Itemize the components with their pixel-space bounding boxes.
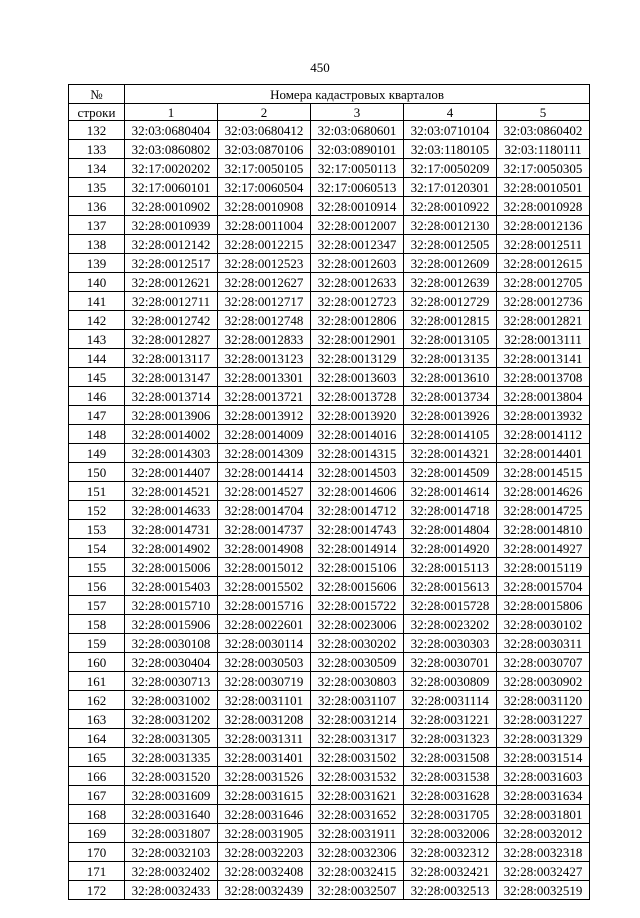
row-number-cell: 137 [69, 216, 125, 235]
row-number-cell: 152 [69, 501, 125, 520]
cadastral-number-cell: 32:28:0012833 [218, 330, 311, 349]
cadastral-number-cell: 32:28:0014002 [125, 425, 218, 444]
table-row [69, 653, 590, 672]
cadastral-number-cell: 32:28:0014743 [311, 520, 404, 539]
cadastral-number-cell: 32:28:0031107 [311, 691, 404, 710]
cadastral-number-cell: 32:28:0014414 [218, 463, 311, 482]
row-number-cell: 165 [69, 748, 125, 767]
table-row [69, 786, 590, 805]
cadastral-number-cell: 32:28:0013728 [311, 387, 404, 406]
table-row [69, 881, 590, 900]
cadastral-number-cell: 32:28:0014914 [311, 539, 404, 558]
table-row [69, 672, 590, 691]
cadastral-number-cell: 32:28:0013932 [497, 406, 590, 425]
cadastral-number-cell: 32:28:0012627 [218, 273, 311, 292]
table-row [69, 273, 590, 292]
cadastral-number-cell: 32:28:0015722 [311, 596, 404, 615]
cadastral-number-cell: 32:28:0015006 [125, 558, 218, 577]
row-number-cell: 142 [69, 311, 125, 330]
cadastral-number-cell: 32:28:0014401 [497, 444, 590, 463]
cadastral-number-cell: 32:28:0013301 [218, 368, 311, 387]
cadastral-number-cell: 32:17:0050105 [218, 159, 311, 178]
cadastral-number-cell: 32:28:0010902 [125, 197, 218, 216]
cadastral-number-cell: 32:28:0014303 [125, 444, 218, 463]
row-number-cell: 161 [69, 672, 125, 691]
row-number-cell: 147 [69, 406, 125, 425]
cadastral-number-cell: 32:28:0013141 [497, 349, 590, 368]
table-row [69, 216, 590, 235]
cadastral-number-cell: 32:28:0031628 [404, 786, 497, 805]
cadastral-number-cell: 32:03:0680412 [218, 121, 311, 140]
cadastral-number-cell: 32:28:0012609 [404, 254, 497, 273]
table-row [69, 710, 590, 729]
cadastral-number-cell: 32:28:0015106 [311, 558, 404, 577]
cadastral-number-cell: 32:28:0012517 [125, 254, 218, 273]
cadastral-number-cell: 32:28:0013906 [125, 406, 218, 425]
cadastral-number-cell: 32:28:0014515 [497, 463, 590, 482]
cadastral-number-cell: 32:28:0015716 [218, 596, 311, 615]
row-number-cell: 166 [69, 767, 125, 786]
table-row [69, 729, 590, 748]
row-number-cell: 136 [69, 197, 125, 216]
cadastral-number-cell: 32:28:0030503 [218, 653, 311, 672]
cadastral-number-cell: 32:28:0031807 [125, 824, 218, 843]
cadastral-number-cell: 32:28:0012717 [218, 292, 311, 311]
group-header: Номера кадастровых кварталов [125, 85, 590, 104]
cadastral-number-cell: 32:28:0032408 [218, 862, 311, 881]
table-row [69, 311, 590, 330]
cadastral-number-cell: 32:28:0030509 [311, 653, 404, 672]
cadastral-number-cell: 32:28:0031120 [497, 691, 590, 710]
cadastral-number-cell: 32:28:0013105 [404, 330, 497, 349]
cadastral-number-cell: 32:28:0030311 [497, 634, 590, 653]
table-header [69, 85, 590, 121]
row-number-cell: 155 [69, 558, 125, 577]
cadastral-number-cell: 32:28:0013603 [311, 368, 404, 387]
cadastral-number-cell: 32:28:0030803 [311, 672, 404, 691]
row-number-cell: 169 [69, 824, 125, 843]
cadastral-number-cell: 32:28:0031502 [311, 748, 404, 767]
row-number-cell: 145 [69, 368, 125, 387]
cadastral-number-cell: 32:28:0031329 [497, 729, 590, 748]
cadastral-number-cell: 32:28:0031603 [497, 767, 590, 786]
row-number-cell: 141 [69, 292, 125, 311]
cadastral-number-cell: 32:28:0014704 [218, 501, 311, 520]
column-header: 4 [404, 104, 497, 121]
table-row [69, 596, 590, 615]
cadastral-number-cell: 32:28:0032312 [404, 843, 497, 862]
cadastral-number-cell: 32:28:0030102 [497, 615, 590, 634]
cadastral-number-cell: 32:28:0012729 [404, 292, 497, 311]
cadastral-number-cell: 32:03:0890101 [311, 140, 404, 159]
cadastral-number-cell: 32:17:0050209 [404, 159, 497, 178]
column-header: 2 [218, 104, 311, 121]
cadastral-number-cell: 32:28:0031214 [311, 710, 404, 729]
row-number-cell: 170 [69, 843, 125, 862]
cadastral-number-cell: 32:28:0012815 [404, 311, 497, 330]
row-number-cell: 149 [69, 444, 125, 463]
cadastral-number-cell: 32:28:0015704 [497, 577, 590, 596]
table-row [69, 349, 590, 368]
cadastral-number-cell: 32:28:0013804 [497, 387, 590, 406]
cadastral-number-cell: 32:28:0013117 [125, 349, 218, 368]
row-number-cell: 150 [69, 463, 125, 482]
cadastral-number-cell: 32:28:0032507 [311, 881, 404, 900]
cadastral-number-cell: 32:28:0030303 [404, 634, 497, 653]
row-number-cell: 134 [69, 159, 125, 178]
row-number-subheader: строки [69, 104, 125, 121]
cadastral-number-cell: 32:28:0031905 [218, 824, 311, 843]
row-number-cell: 132 [69, 121, 125, 140]
table-row [69, 862, 590, 881]
cadastral-number-cell: 32:28:0023006 [311, 615, 404, 634]
row-number-cell: 151 [69, 482, 125, 501]
cadastral-number-cell: 32:28:0012901 [311, 330, 404, 349]
column-header: 5 [497, 104, 590, 121]
cadastral-number-cell: 32:03:0710104 [404, 121, 497, 140]
cadastral-number-cell: 32:17:0060513 [311, 178, 404, 197]
row-number-cell: 154 [69, 539, 125, 558]
cadastral-number-cell: 32:28:0014606 [311, 482, 404, 501]
column-header: 1 [125, 104, 218, 121]
cadastral-number-cell: 32:28:0031520 [125, 767, 218, 786]
cadastral-number-cell: 32:03:1180111 [497, 140, 590, 159]
table-body [69, 121, 590, 900]
cadastral-number-cell: 32:28:0012742 [125, 311, 218, 330]
table-row [69, 748, 590, 767]
cadastral-number-cell: 32:28:0010928 [497, 197, 590, 216]
row-number-cell: 157 [69, 596, 125, 615]
cadastral-number-cell: 32:28:0013708 [497, 368, 590, 387]
row-number-cell: 153 [69, 520, 125, 539]
table-row [69, 767, 590, 786]
cadastral-number-cell: 32:28:0014920 [404, 539, 497, 558]
cadastral-number-cell: 32:28:0031002 [125, 691, 218, 710]
cadastral-number-cell: 32:28:0010922 [404, 197, 497, 216]
cadastral-number-cell: 32:28:0030202 [311, 634, 404, 653]
table-row [69, 330, 590, 349]
table-row [69, 805, 590, 824]
table-row [69, 444, 590, 463]
cadastral-number-cell: 32:03:0860402 [497, 121, 590, 140]
cadastral-number-cell: 32:28:0031305 [125, 729, 218, 748]
cadastral-number-cell: 32:28:0031532 [311, 767, 404, 786]
cadastral-number-cell: 32:28:0012603 [311, 254, 404, 273]
row-number-cell: 138 [69, 235, 125, 254]
table-row [69, 558, 590, 577]
cadastral-number-cell: 32:28:0010501 [497, 178, 590, 197]
row-number-cell: 156 [69, 577, 125, 596]
row-number-header: № [69, 85, 125, 104]
cadastral-number-cell: 32:28:0014902 [125, 539, 218, 558]
cadastral-number-cell: 32:17:0060504 [218, 178, 311, 197]
cadastral-number-cell: 32:28:0030707 [497, 653, 590, 672]
cadastral-number-cell: 32:28:0013734 [404, 387, 497, 406]
cadastral-number-cell: 32:28:0014407 [125, 463, 218, 482]
cadastral-number-cell: 32:28:0031621 [311, 786, 404, 805]
cadastral-number-cell: 32:28:0031634 [497, 786, 590, 805]
cadastral-number-cell: 32:28:0022601 [218, 615, 311, 634]
cadastral-number-cell: 32:28:0031401 [218, 748, 311, 767]
cadastral-number-cell: 32:28:0031202 [125, 710, 218, 729]
cadastral-number-cell: 32:28:0014927 [497, 539, 590, 558]
cadastral-number-cell: 32:28:0014804 [404, 520, 497, 539]
cadastral-number-cell: 32:28:0014810 [497, 520, 590, 539]
table-row [69, 634, 590, 653]
cadastral-number-cell: 32:17:0060101 [125, 178, 218, 197]
cadastral-number-cell: 32:17:0020202 [125, 159, 218, 178]
cadastral-number-cell: 32:28:0031101 [218, 691, 311, 710]
table-row [69, 159, 590, 178]
row-number-cell: 171 [69, 862, 125, 881]
cadastral-number-cell: 32:28:0012136 [497, 216, 590, 235]
cadastral-number-cell: 32:28:0015403 [125, 577, 218, 596]
table-row [69, 235, 590, 254]
table-row [69, 615, 590, 634]
cadastral-number-cell: 32:28:0012821 [497, 311, 590, 330]
cadastral-number-cell: 32:28:0015728 [404, 596, 497, 615]
cadastral-number-cell: 32:28:0012633 [311, 273, 404, 292]
row-number-cell: 139 [69, 254, 125, 273]
row-number-cell: 158 [69, 615, 125, 634]
cadastral-number-cell: 32:28:0010908 [218, 197, 311, 216]
cadastral-number-cell: 32:28:0012711 [125, 292, 218, 311]
column-header: 3 [311, 104, 404, 121]
table-row [69, 843, 590, 862]
cadastral-number-cell: 32:28:0013721 [218, 387, 311, 406]
cadastral-number-cell: 32:28:0032421 [404, 862, 497, 881]
cadastral-number-cell: 32:28:0031227 [497, 710, 590, 729]
cadastral-number-cell: 32:28:0015606 [311, 577, 404, 596]
cadastral-number-cell: 32:28:0031526 [218, 767, 311, 786]
cadastral-number-cell: 32:03:0680404 [125, 121, 218, 140]
table-row [69, 577, 590, 596]
cadastral-number-cell: 32:28:0012621 [125, 273, 218, 292]
cadastral-number-cell: 32:28:0014521 [125, 482, 218, 501]
cadastral-number-cell: 32:28:0014725 [497, 501, 590, 520]
cadastral-number-cell: 32:28:0014105 [404, 425, 497, 444]
cadastral-number-cell: 32:28:0031615 [218, 786, 311, 805]
cadastral-number-cell: 32:28:0013920 [311, 406, 404, 425]
table-row [69, 387, 590, 406]
cadastral-number-cell: 32:28:0010939 [125, 216, 218, 235]
cadastral-number-cell: 32:28:0031646 [218, 805, 311, 824]
cadastral-number-cell: 32:28:0030713 [125, 672, 218, 691]
cadastral-number-cell: 32:28:0013147 [125, 368, 218, 387]
cadastral-number-cell: 32:28:0012505 [404, 235, 497, 254]
cadastral-number-cell: 32:28:0014016 [311, 425, 404, 444]
cadastral-number-cell: 32:03:0680601 [311, 121, 404, 140]
row-number-cell: 167 [69, 786, 125, 805]
cadastral-number-cell: 32:28:0012705 [497, 273, 590, 292]
cadastral-number-cell: 32:17:0050305 [497, 159, 590, 178]
table-row [69, 292, 590, 311]
cadastral-number-cell: 32:28:0015113 [404, 558, 497, 577]
cadastral-number-cell: 32:28:0012723 [311, 292, 404, 311]
cadastral-number-cell: 32:28:0030809 [404, 672, 497, 691]
cadastral-number-cell: 32:28:0013135 [404, 349, 497, 368]
cadastral-number-cell: 32:28:0013912 [218, 406, 311, 425]
cadastral-number-cell: 32:28:0014315 [311, 444, 404, 463]
cadastral-number-cell: 32:28:0031221 [404, 710, 497, 729]
cadastral-number-cell: 32:28:0015613 [404, 577, 497, 596]
cadastral-number-cell: 32:28:0015502 [218, 577, 311, 596]
cadastral-number-cell: 32:28:0031208 [218, 710, 311, 729]
cadastral-number-cell: 32:28:0013123 [218, 349, 311, 368]
cadastral-number-cell: 32:28:0012511 [497, 235, 590, 254]
cadastral-number-cell: 32:28:0014731 [125, 520, 218, 539]
cadastral-number-cell: 32:28:0030108 [125, 634, 218, 653]
cadastral-number-cell: 32:28:0013129 [311, 349, 404, 368]
row-number-cell: 172 [69, 881, 125, 900]
row-number-cell: 148 [69, 425, 125, 444]
cadastral-number-cell: 32:28:0032306 [311, 843, 404, 862]
cadastral-number-cell: 32:28:0030719 [218, 672, 311, 691]
table-row [69, 501, 590, 520]
cadastral-number-cell: 32:28:0014626 [497, 482, 590, 501]
cadastral-number-cell: 32:03:0860802 [125, 140, 218, 159]
cadastral-number-cell: 32:28:0014112 [497, 425, 590, 444]
row-number-cell: 133 [69, 140, 125, 159]
cadastral-number-cell: 32:28:0031801 [497, 805, 590, 824]
row-number-cell: 146 [69, 387, 125, 406]
row-number-cell: 160 [69, 653, 125, 672]
cadastral-number-cell: 32:28:0010914 [311, 197, 404, 216]
cadastral-number-cell: 32:28:0032012 [497, 824, 590, 843]
cadastral-number-cell: 32:28:0014309 [218, 444, 311, 463]
cadastral-number-cell: 32:28:0014527 [218, 482, 311, 501]
cadastral-number-cell: 32:28:0032318 [497, 843, 590, 862]
cadastral-number-cell: 32:28:0014503 [311, 463, 404, 482]
cadastral-number-cell: 32:28:0014009 [218, 425, 311, 444]
row-number-cell: 143 [69, 330, 125, 349]
cadastral-number-cell: 32:28:0014737 [218, 520, 311, 539]
cadastral-number-cell: 32:28:0015012 [218, 558, 311, 577]
cadastral-number-cell: 32:28:0012736 [497, 292, 590, 311]
cadastral-number-cell: 32:28:0013714 [125, 387, 218, 406]
cadastral-number-cell: 32:28:0012748 [218, 311, 311, 330]
cadastral-number-cell: 32:28:0031335 [125, 748, 218, 767]
cadastral-number-cell: 32:28:0032519 [497, 881, 590, 900]
cadastral-number-cell: 32:28:0031640 [125, 805, 218, 824]
cadastral-number-cell: 32:28:0031705 [404, 805, 497, 824]
cadastral-number-cell: 32:28:0014321 [404, 444, 497, 463]
cadastral-number-cell: 32:28:0015710 [125, 596, 218, 615]
cadastral-number-cell: 32:28:0013610 [404, 368, 497, 387]
cadastral-number-cell: 32:28:0012615 [497, 254, 590, 273]
row-number-cell: 163 [69, 710, 125, 729]
cadastral-number-cell: 32:28:0012007 [311, 216, 404, 235]
table-row [69, 121, 590, 140]
cadastral-number-cell: 32:28:0030114 [218, 634, 311, 653]
cadastral-number-cell: 32:28:0023202 [404, 615, 497, 634]
cadastral-number-cell: 32:28:0012806 [311, 311, 404, 330]
table-row [69, 406, 590, 425]
cadastral-number-cell: 32:28:0032103 [125, 843, 218, 862]
cadastral-number-cell: 32:28:0032513 [404, 881, 497, 900]
cadastral-number-cell: 32:28:0031538 [404, 767, 497, 786]
cadastral-number-cell: 32:17:0050113 [311, 159, 404, 178]
cadastral-number-cell: 32:28:0031508 [404, 748, 497, 767]
cadastral-number-cell: 32:28:0032402 [125, 862, 218, 881]
cadastral-number-cell: 32:03:1180105 [404, 140, 497, 159]
cadastral-number-cell: 32:28:0012142 [125, 235, 218, 254]
cadastral-number-cell: 32:28:0032433 [125, 881, 218, 900]
cadastral-number-cell: 32:28:0015119 [497, 558, 590, 577]
page-number: 450 [310, 60, 330, 75]
row-number-cell: 135 [69, 178, 125, 197]
cadastral-number-cell: 32:28:0014509 [404, 463, 497, 482]
table-row [69, 197, 590, 216]
table-row [69, 425, 590, 444]
cadastral-number-cell: 32:28:0031323 [404, 729, 497, 748]
cadastral-number-cell: 32:03:0870106 [218, 140, 311, 159]
row-number-cell: 140 [69, 273, 125, 292]
cadastral-number-cell: 32:28:0031114 [404, 691, 497, 710]
cadastral-number-cell: 32:28:0032427 [497, 862, 590, 881]
cadastral-number-cell: 32:28:0032439 [218, 881, 311, 900]
row-number-cell: 159 [69, 634, 125, 653]
cadastral-number-cell: 32:28:0014633 [125, 501, 218, 520]
cadastral-number-cell: 32:28:0015906 [125, 615, 218, 634]
table-row [69, 140, 590, 159]
table-row [69, 463, 590, 482]
cadastral-number-cell: 32:28:0012523 [218, 254, 311, 273]
cadastral-number-cell: 32:28:0032006 [404, 824, 497, 843]
cadastral-number-cell: 32:28:0013111 [497, 330, 590, 349]
table-row [69, 520, 590, 539]
cadastral-number-cell: 32:28:0030902 [497, 672, 590, 691]
cadastral-number-cell: 32:28:0015806 [497, 596, 590, 615]
row-number-cell: 162 [69, 691, 125, 710]
cadastral-number-cell: 32:28:0031311 [218, 729, 311, 748]
cadastral-number-cell: 32:28:0012827 [125, 330, 218, 349]
cadastral-number-cell: 32:28:0031609 [125, 786, 218, 805]
cadastral-number-cell: 32:28:0014908 [218, 539, 311, 558]
row-number-cell: 164 [69, 729, 125, 748]
cadastral-number-cell: 32:28:0030701 [404, 653, 497, 672]
cadastral-number-cell: 32:28:0032203 [218, 843, 311, 862]
cadastral-number-cell: 32:28:0014718 [404, 501, 497, 520]
cadastral-number-cell: 32:28:0012215 [218, 235, 311, 254]
cadastral-number-cell: 32:28:0014712 [311, 501, 404, 520]
cadastral-number-cell: 32:28:0012347 [311, 235, 404, 254]
cadastral-number-cell: 32:28:0031317 [311, 729, 404, 748]
cadastral-number-cell: 32:28:0031652 [311, 805, 404, 824]
table-row [69, 178, 590, 197]
cadastral-number-cell: 32:28:0012130 [404, 216, 497, 235]
table-row [69, 482, 590, 501]
table-row [69, 539, 590, 558]
row-number-cell: 168 [69, 805, 125, 824]
cadastral-number-cell: 32:28:0032415 [311, 862, 404, 881]
cadastral-number-cell: 32:28:0030404 [125, 653, 218, 672]
cadastral-number-cell: 32:28:0011004 [218, 216, 311, 235]
cadastral-number-cell: 32:17:0120301 [404, 178, 497, 197]
table-row [69, 824, 590, 843]
table-row [69, 254, 590, 273]
table-row [69, 368, 590, 387]
table-row [69, 691, 590, 710]
row-number-cell: 144 [69, 349, 125, 368]
cadastral-number-cell: 32:28:0031911 [311, 824, 404, 843]
cadastral-quarters-table [68, 84, 590, 900]
cadastral-number-cell: 32:28:0014614 [404, 482, 497, 501]
cadastral-number-cell: 32:28:0012639 [404, 273, 497, 292]
cadastral-number-cell: 32:28:0013926 [404, 406, 497, 425]
cadastral-number-cell: 32:28:0031514 [497, 748, 590, 767]
